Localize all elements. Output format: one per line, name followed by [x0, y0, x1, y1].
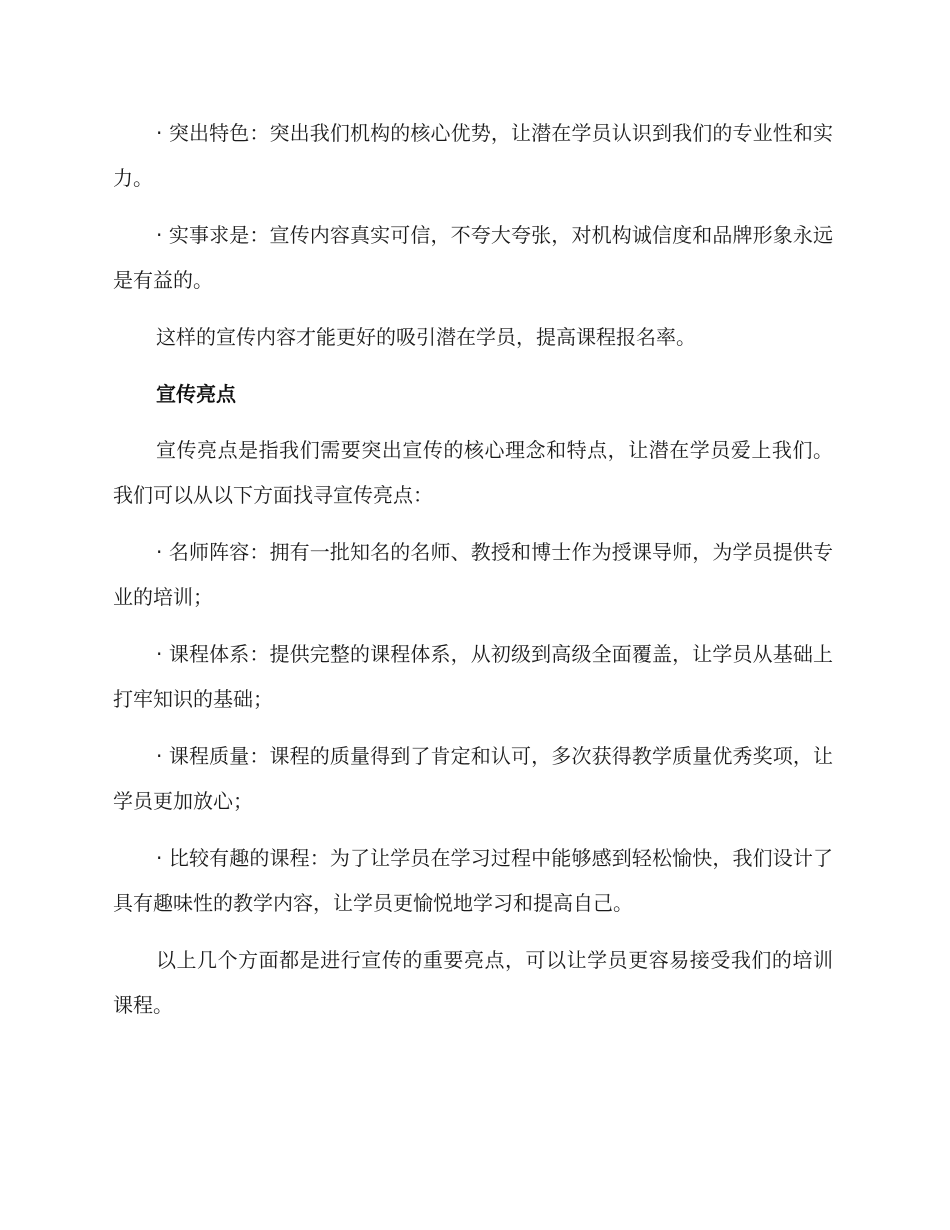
document-body [113, 111, 833, 1040]
summary-paragraph: 这样的宣传内容才能更好的吸引潜在学员，提高课程报名率。 [156, 325, 696, 349]
bullet-paragraph-highlight-features: · 突出特色：突出我们机构的核心优势，让潜在学员认识到我们的专业性和实力。 [113, 121, 833, 190]
bullet-paragraph-course-quality: · 课程质量：课程的质量得到了肯定和认可，多次获得教学质量优秀奖项，让学员更加放心； [113, 744, 833, 813]
intro-paragraph: 宣传亮点是指我们需要突出宣传的核心理念和特点，让潜在学员爱上我们。我们可以从以下方面找寻宣传亮点： [113, 438, 833, 507]
bullet-paragraph-truthful-content: · 实事求是：宣传内容真实可信，不夸大夸张，对机构诚信度和品牌形象永远是有益的。 [113, 223, 833, 292]
closing-paragraph: 以上几个方面都是进行宣传的重要亮点，可以让学员更容易接受我们的培训课程。 [113, 948, 833, 1017]
bullet-paragraph-course-system: · 课程体系：提供完整的课程体系，从初级到高级全面覆盖，让学员从基础上打牢知识的基础； [113, 642, 833, 711]
bullet-paragraph-teachers: · 名师阵容：拥有一批知名的名师、教授和博士作为授课导师，为学员提供专业的培训； [113, 540, 833, 609]
bullet-paragraph-interesting-courses: · 比较有趣的课程：为了让学员在学习过程中能够感到轻松愉快，我们设计了具有趣味性的教学内容，让学员更愉悦地学习和提高自己。 [113, 846, 833, 915]
section-heading: 宣传亮点 [156, 382, 236, 406]
